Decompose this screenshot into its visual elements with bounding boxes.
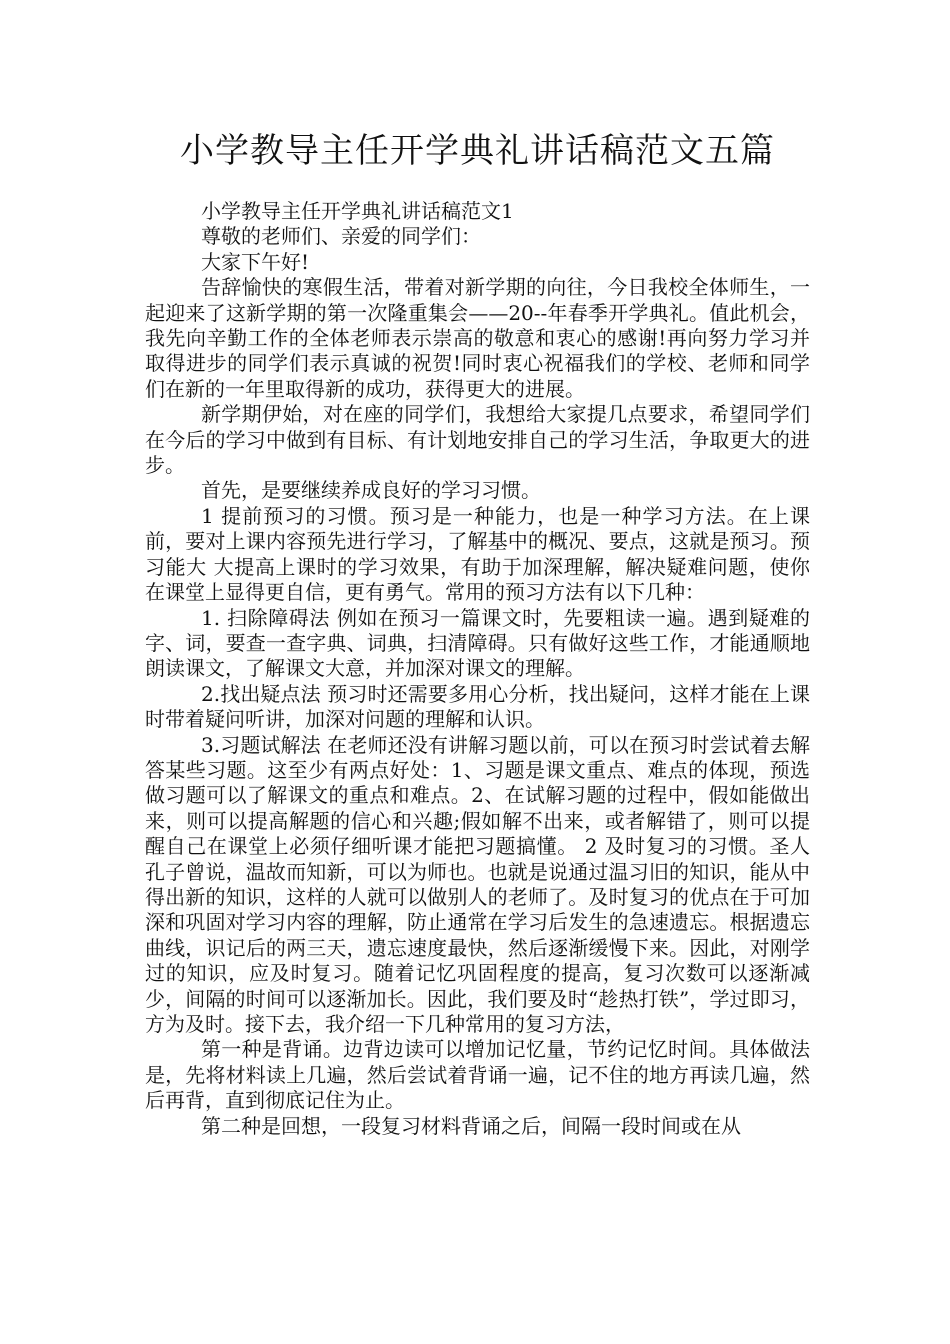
paragraph: 第二种是回想，一段复习材料背诵之后，间隔一段时间或在从 [201,1113,741,1138]
section-heading: 小学教导主任开学典礼讲话稿范文1 [201,199,514,223]
paragraph: 新学期伊始，对在座的同学们，我想给大家提几点要求，希望同学们在今后的学习中做到有目标、有计划地安排自己的学习生活，争取更大的进步。 [145,402,810,478]
document-page [145,125,810,1139]
paragraph: 2.找出疑点法 预习时还需要多用心分析，找出疑问，这样才能在上课时带着疑问听讲，加深对问题的理解和认识。 [145,681,810,732]
document-title: 小学教导主任开学典礼讲话稿范文五篇 [180,131,775,171]
paragraph: 首先，是要继续养成良好的学习习惯。 [201,478,541,503]
paragraph: 告辞愉快的寒假生活，带着对新学期的向往，今日我校全体师生，一起迎来了这新学期的第一次隆重集会——20--年春季开学典礼。值此机会，我先向辛勤工作的全体老师表示崇高的敬意和衷心的感谢!再向努力学习并取得进步的同学们表示真诚的祝贺!同时衷心祝福我们的学校、老师和同学们在新的一年里取得新的成功，获得更大的进展。 [145,275,810,401]
paragraph: 3.习题试解法 在老师还没有讲解习题以前，可以在预习时尝试着去解答某些习题。这至少有两点好处：1、习题是课文重点、难点的体现，预选做习题可以了解课文的重点和难点。2、在试解习题的过程中，假如能做出来，则可以提高解题的信心和兴趣;假如解不出来，或者解错了，则可以提醒自己在课堂上必须仔细听课才能把习题搞懂。 2 及时复习的习惯。圣人孔子曾说，温故而知新，可以为师也。也就是说通过温习旧的知识，能从中得出新的知识，这样的人就可以做别人的老师了。及时复习的优点在于可加深和巩固对学习内容的理解，防止通常在学习后发生的急速遗忘。根据遗忘曲线，识记后的两三天，遗忘速度最快，然后逐渐缓慢下来。因此，对刚学过的知识，应及时复习。随着记忆巩固程度的提高，复习次数可以逐渐减少，间隔的时间可以逐渐加长。因此，我们要及时“趁热打铁”，学过即习，方为及时。接下去，我介绍一下几种常用的复习方法， [145,732,810,1036]
paragraph: 1. 扫除障碍法 例如在预习一篇课文时，先要粗读一遍。遇到疑难的字、词，要查一查字典、词典，扫清障碍。只有做好这些工作，才能通顺地朗读课文，了解课文大意，并加深对课文的理解。 [145,605,810,681]
greeting: 大家下午好! [201,249,310,274]
document-body [145,199,810,1139]
salutation: 尊敬的老师们、亲爱的同学们： [201,224,481,249]
paragraph: 第一种是背诵。边背边读可以增加记忆量，节约记忆时间。具体做法是，先将材料读上几遍，然后尝试着背诵一遍，记不住的地方再读几遍，然后再背，直到彻底记住为止。 [145,1037,810,1113]
paragraph: 1 提前预习的习惯。预习是一种能力，也是一种学习方法。在上课前，要对上课内容预先进行学习，了解基中的概况、要点，这就是预习。预习能大 大提高上课时的学习效果，有助于加深理解，解决疑难问题，使你在课堂上显得更自信，更有勇气。常用的预习方法有以下几种： [145,503,810,605]
